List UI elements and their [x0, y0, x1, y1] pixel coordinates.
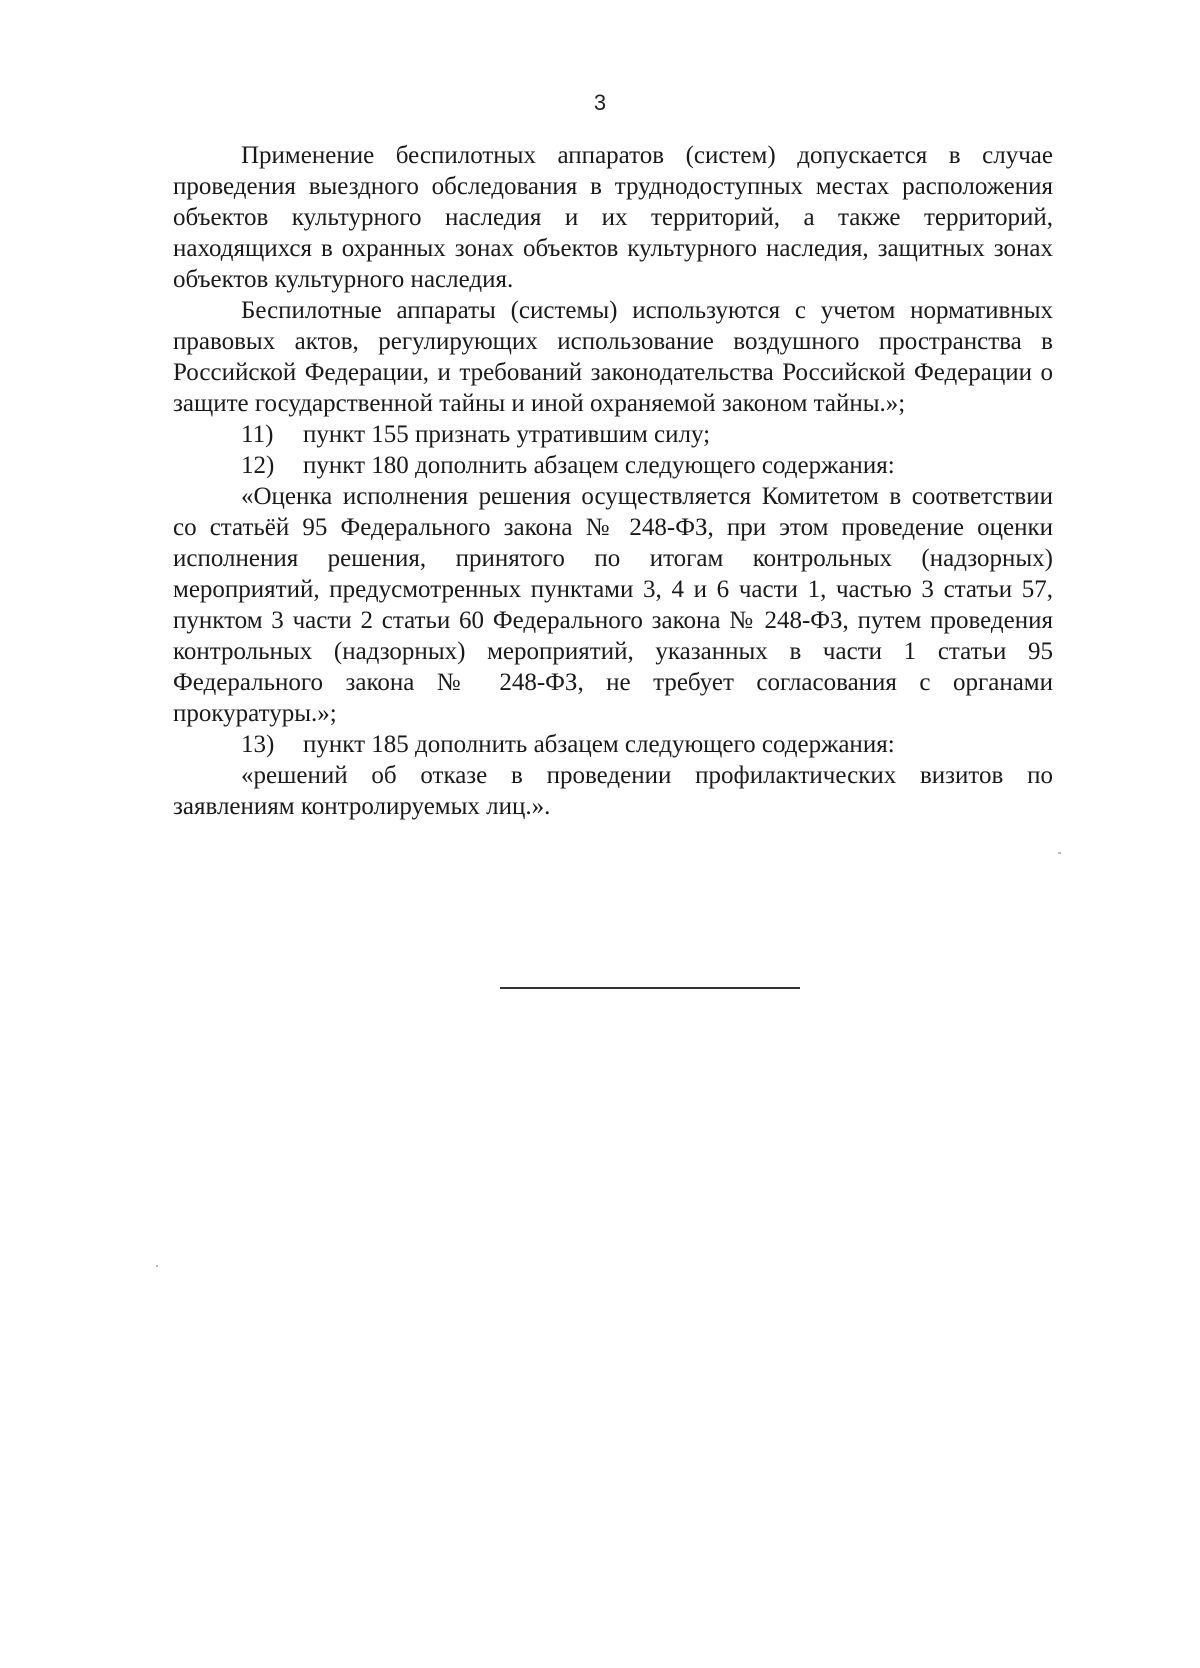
- list-item-12-number: 12): [241, 452, 275, 479]
- scan-speck: [1058, 852, 1061, 854]
- quote-item-13: «решений об отказе в проведении профилактических визитов по заявлениям контролируемых лиц.».: [173, 762, 1053, 820]
- list-item-13-number: 13): [241, 731, 275, 758]
- list-item-13-text: пункт 185 дополнить абзацем следующего содержания:: [303, 731, 895, 758]
- list-item-11-number: 11): [241, 421, 274, 448]
- closing-divider: [500, 987, 800, 989]
- page-number: 3: [593, 90, 607, 115]
- paragraph-drones-usage: Применение беспилотных аппаратов (систем) допускается в случае проведения выездного обследования в труднодоступных местах расположения объектов культурного наследия и их территорий, а также территорий, находящихся в охранных зонах объектов культурного наследия, защитных зонах объектов культурного наследия.: [173, 142, 1053, 293]
- list-item-11: [173, 419, 1053, 450]
- paragraph-drones-regulation: Беспилотные аппараты (системы) используются с учетом нормативных правовых актов, регулирующих использование воздушного пространства в Российской Федерации, и требований законодательства Российской Федерации о защите государственной тайны и иной охраняемой законом тайны.»;: [173, 297, 1053, 417]
- list-item-13: [173, 729, 1053, 760]
- document-body: [173, 140, 1053, 822]
- list-item-11-text: пункт 155 признать утратившим силу;: [303, 421, 711, 448]
- scan-speck: [156, 1265, 158, 1267]
- quote-item-12: «Оценка исполнения решения осуществляется Комитетом в соответствии со статьёй 95 Федерального закона № 248-ФЗ, при этом проведение оценки исполнения решения, принятого по итогам контрольных (надзорных) мероприятий, предусмотренных пунктами 3, 4 и 6 части 1, частью 3 статьи 57, пунктом 3 части 2 статьи 60 Федерального закона № 248-ФЗ, путем проведения контрольных (надзорных) мероприятий, указанных в части 1 статьи 95 Федерального закона № 248-ФЗ, не требует согласования с органами прокуратуры.»;: [173, 483, 1053, 727]
- list-item-12: [173, 450, 1053, 481]
- list-item-12-text: пункт 180 дополнить абзацем следующего содержания:: [303, 452, 895, 479]
